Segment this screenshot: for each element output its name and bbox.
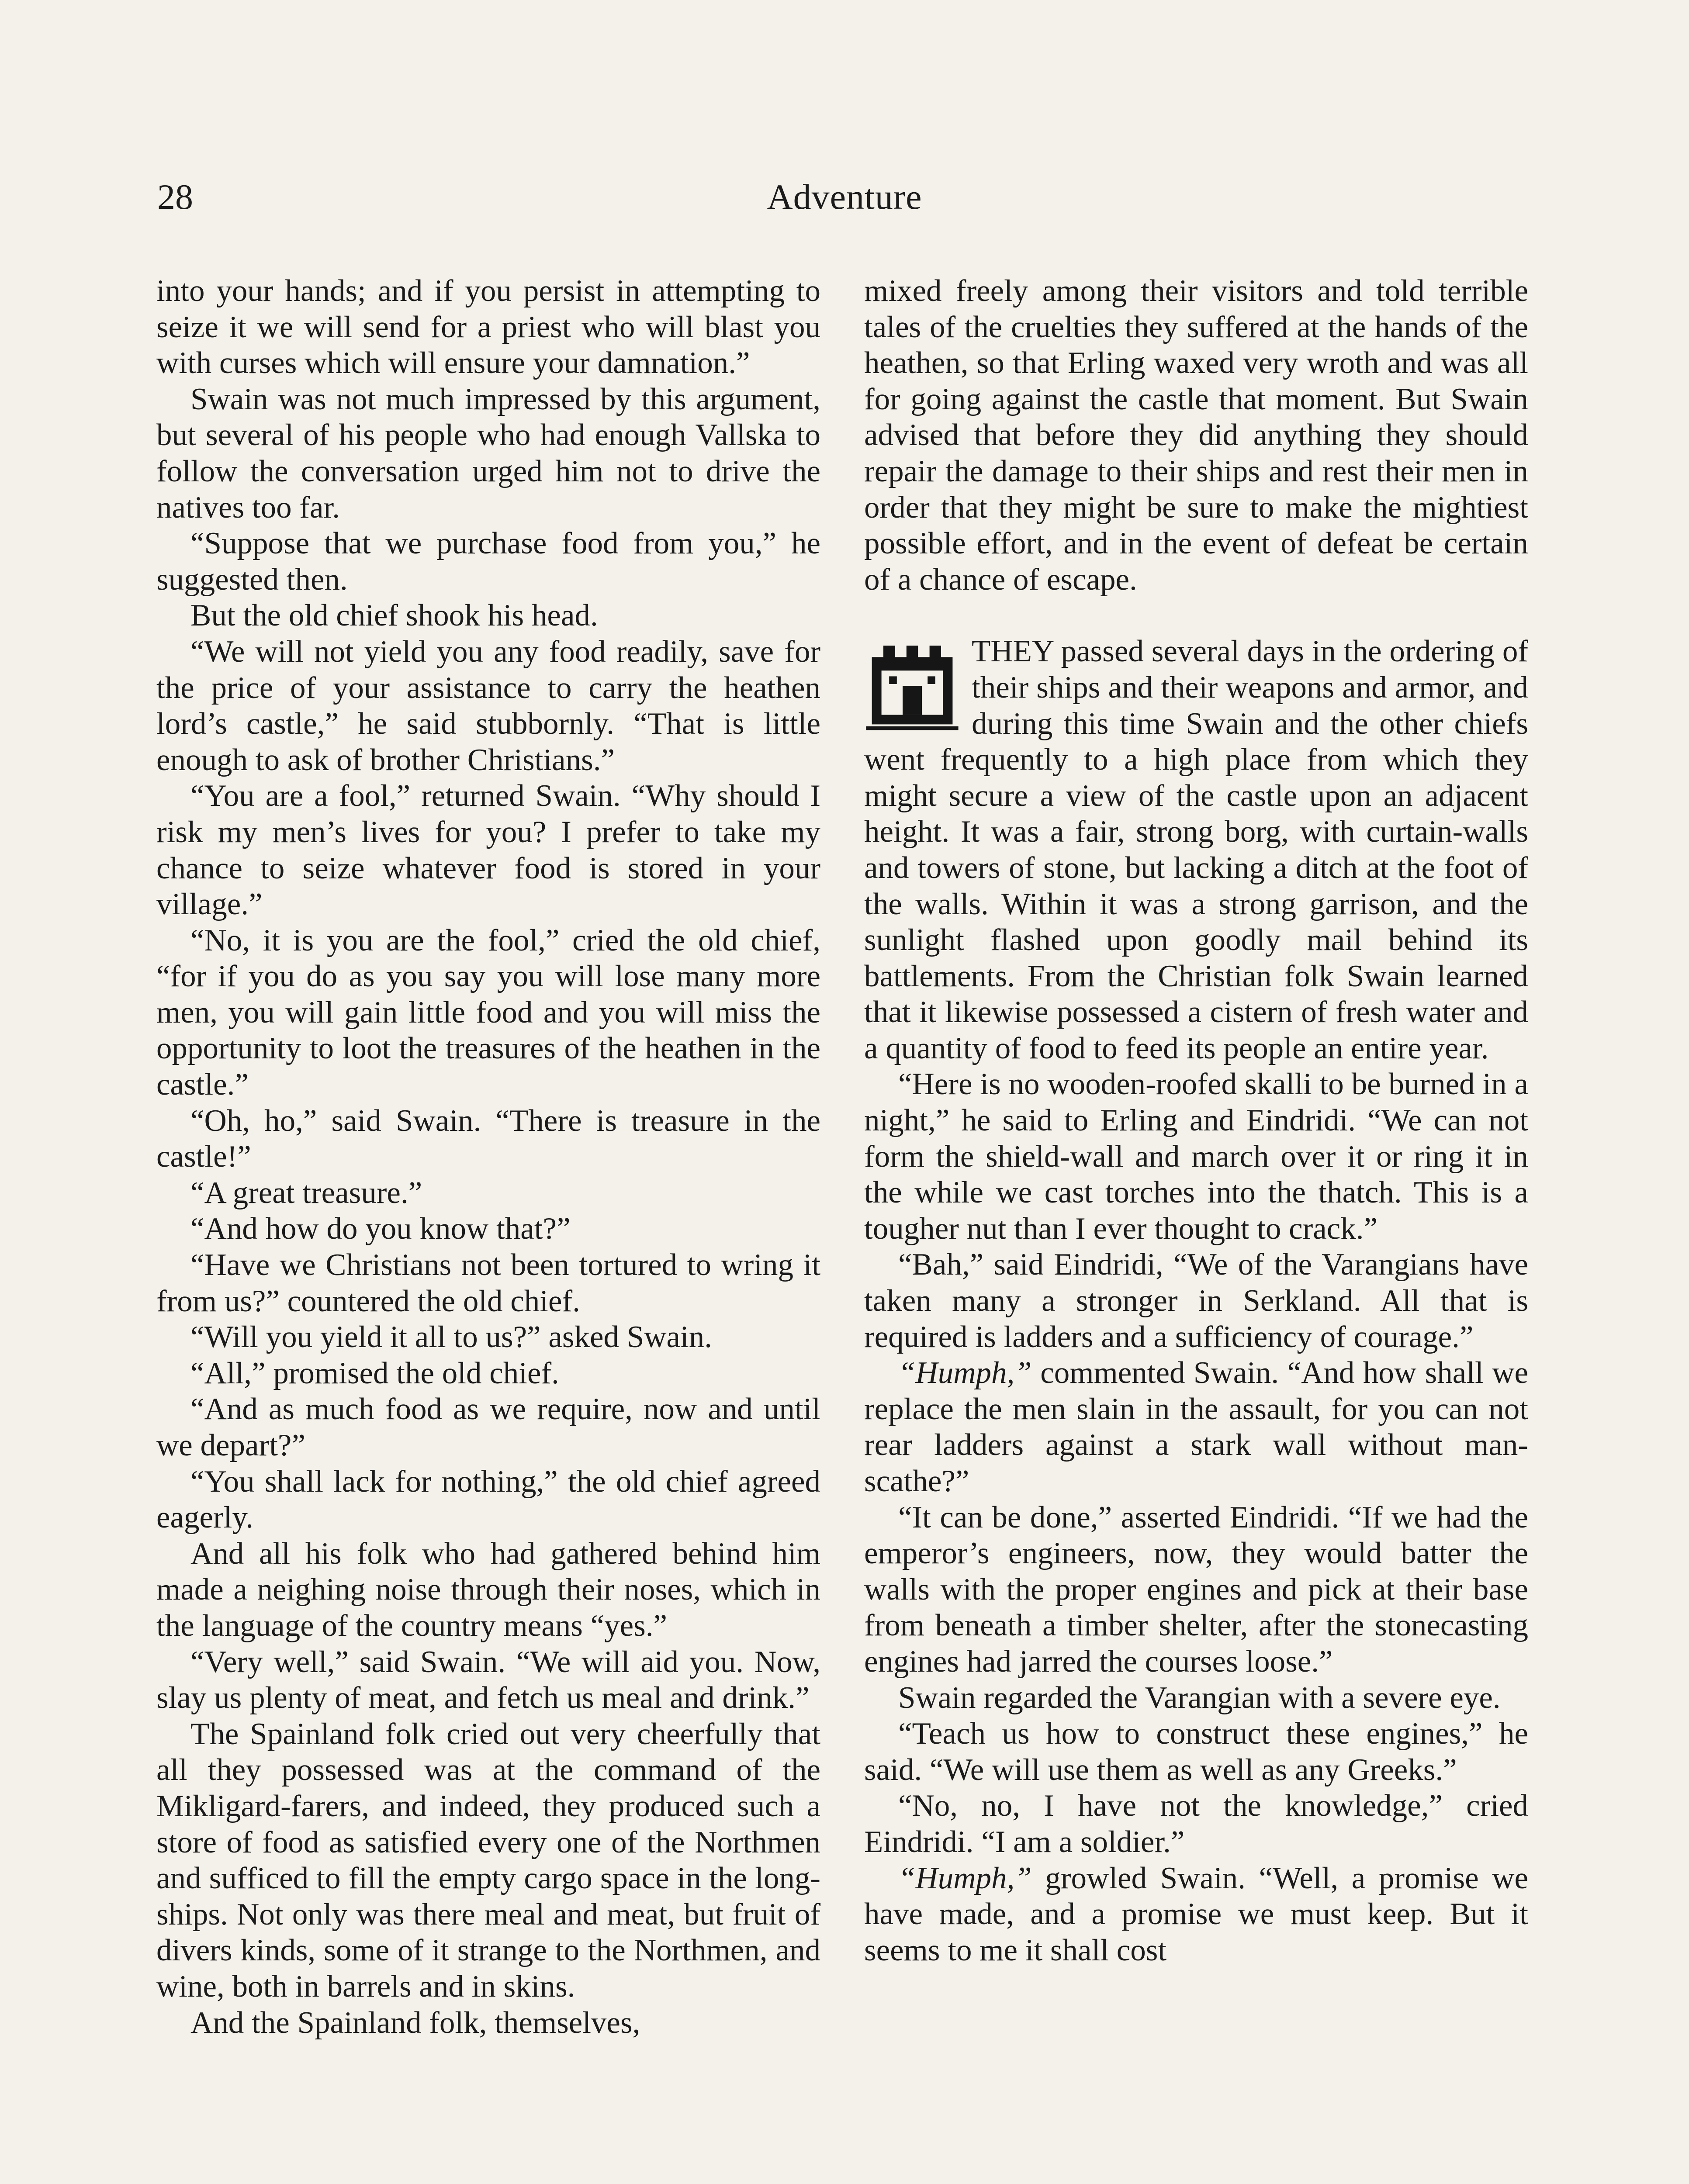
paragraph: “Will you yield it all to us?” asked Swain. bbox=[190, 1320, 713, 1355]
paragraph: And all his folk who had gathered behind him made a neighing noise through their noses, which in the language of the country means “yes.” bbox=[156, 1536, 820, 1643]
castle-tower-icon bbox=[864, 636, 960, 732]
section-opening-paragraph bbox=[864, 633, 1528, 1066]
paragraph: “You are a fool,” returned Swain. “Why should I risk my men’s lives for you? I prefer to take my chance to seize whatever food is stored in your village.” bbox=[156, 779, 820, 922]
paragraph: “A great treasure.” bbox=[190, 1175, 422, 1210]
paragraph: The Spainland folk cried out very cheerfully that all they possessed was at the command of the Mikligard-farers, and indeed, they produced such a store of food as satisfied every one of the Northmen and sufficed to fill the empty cargo space in the long-ships. Not only was there meal and meat, but fruit of divers kinds, some of it strange to the Northmen, and wine, both in barrels and in skins. bbox=[156, 1717, 820, 2004]
paragraph: “Have we Christians not been tortured to wring it from us?” countered the old chief. bbox=[156, 1248, 820, 1318]
paragraph: “No, no, I have not the knowledge,” cried Eindridi. “I am a soldier.” bbox=[864, 1789, 1528, 1859]
section-opening-words: THEY bbox=[972, 634, 1053, 669]
paragraph: “All,” promised the old chief. bbox=[190, 1356, 559, 1390]
paragraph-text: commented Swain. “And how shall we replace the men slain in the assault, for you can not rear ladders against a stark wall without man-scathe?” bbox=[864, 1356, 1528, 1498]
emphasis: “Humph,” bbox=[898, 1356, 1032, 1390]
paragraph-text: growled Swain. “Well, a promise we have made, and a promise we must keep. But it seems to me it shall cost bbox=[864, 1861, 1528, 1967]
right-column bbox=[864, 273, 1528, 1968]
paragraph: “No, it is you are the fool,” cried the old chief, “for if you do as you say you will lose many more men, you will gain little food and you will miss the opportunity to loot the treasures of the heathen in the castle.” bbox=[156, 923, 820, 1102]
paragraph: “And how do you know that?” bbox=[190, 1212, 571, 1246]
paragraph: “And as much food as we require, now and until we depart?” bbox=[156, 1392, 820, 1462]
paragraph: “Suppose that we purchase food from you,” he suggested then. bbox=[156, 526, 820, 597]
left-column bbox=[156, 273, 820, 2041]
paragraph: Swain regarded the Varangian with a severe eye. bbox=[898, 1680, 1501, 1715]
paragraph: “Oh, ho,” said Swain. “There is treasure in the castle!” bbox=[156, 1103, 820, 1174]
paragraph: But the old chief shook his head. bbox=[190, 598, 598, 633]
paragraph bbox=[864, 1860, 1528, 1969]
paragraph: “Here is no wooden-roofed skalli to be burned in a night,” he said to Erling and Eindridi. “We can not form the shield-wall and march over it or ring it in the while we cast torches into the thatch. This is a tougher nut than I ever thought to crack.” bbox=[864, 1067, 1528, 1246]
paragraph: “Bah,” said Eindridi, “We of the Varangians have taken many a stronger in Serkland. All that is required is ladders and a sufficiency of courage.” bbox=[864, 1248, 1528, 1354]
paragraph: mixed freely among their visitors and told terrible tales of the cruelties they suffered at the hands of the heathen, so that Erling waxed very wroth and was all for going against the castle that moment. But Swain advised that before they did anything they should repair the damage to their ships and rest their men in order that they might be sure to make the mightiest possible effort, and in the event of defeat be certain of a chance of escape. bbox=[864, 274, 1528, 597]
paragraph bbox=[864, 1355, 1528, 1499]
paragraph: “Teach us how to construct these engines,” he said. “We will use them as well as any Greeks.” bbox=[864, 1717, 1528, 1787]
paragraph: “Very well,” said Swain. “We will aid you. Now, slay us plenty of meat, and fetch us meal and drink.” bbox=[156, 1645, 820, 1715]
paragraph: And the Spainland folk, themselves, bbox=[190, 2005, 640, 2040]
section-text: passed several days in the ordering of their ships and their weapons and armor, and during this time Swain and the other chiefs went frequently to a high place from which they might secure a view of the castle upon an adjacent height. It was a fair, strong borg, with curtain-walls and towers of stone, but lacking a ditch at the foot of the walls. Within it was a strong garrison, and the sunlight flashed upon goodly mail behind its battlements. From the Christian folk Swain learned that it likewise possessed a cistern of fresh water and a quantity of food to feed its people an entire year. bbox=[864, 634, 1528, 1065]
running-title: Adventure bbox=[767, 177, 922, 217]
emphasis: “Humph,” bbox=[898, 1861, 1032, 1895]
paragraph: “We will not yield you any food readily, save for the price of your assistance to carry the heathen lord’s castle,” he said stubbornly. “That is little enough to ask of brother Christians.” bbox=[156, 634, 820, 777]
paragraph: “You shall lack for nothing,” the old chief agreed eagerly. bbox=[156, 1464, 820, 1535]
paragraph: Swain was not much impressed by this argument, but several of his people who had enough Vallska to follow the conversation urged him not to drive the natives too far. bbox=[156, 382, 820, 525]
paragraph: into your hands; and if you persist in attempting to seize it we will send for a priest who will blast you with curses which will ensure your damnation.” bbox=[156, 274, 820, 380]
paragraph: “It can be done,” asserted Eindridi. “If we had the emperor’s engineers, now, they would batter the walls with the proper engines and pick at their base from beneath a timber shelter, after the stonecasting engines had jarred the courses loose.” bbox=[864, 1500, 1528, 1679]
page-number: 28 bbox=[157, 177, 193, 217]
